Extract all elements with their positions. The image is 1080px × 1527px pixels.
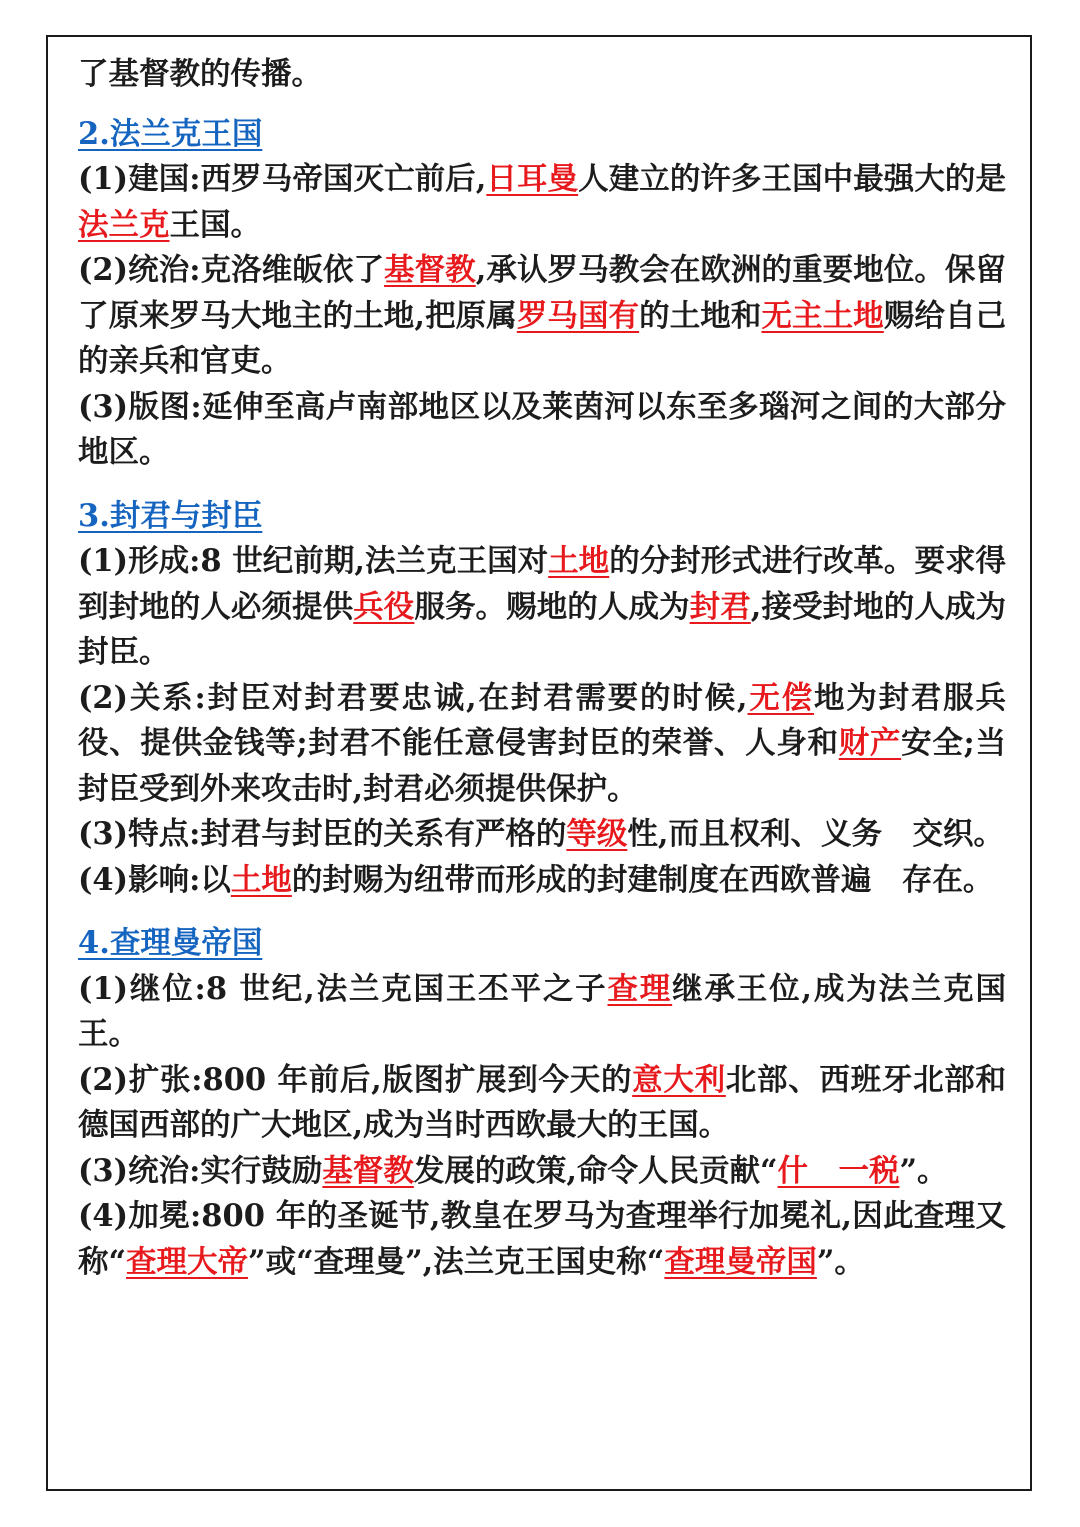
text-run: 性,而且权利、义务 交织。 [627,816,1004,852]
key-term: 封君 [689,588,751,625]
key-term: 罗马国有 [516,297,640,334]
key-term: 无偿 [747,679,814,716]
text-run: (2)统治:克洛维皈依了 [78,252,385,288]
key-term: 等级 [566,816,628,852]
key-term: 基督教 [322,1152,414,1189]
text-run: 地为封君服兵役、提供金钱等;封君不能任意侵害封臣的荣誉、人身和 [78,679,1006,761]
text-run: ”。 [899,1152,948,1189]
text-run: (3)特点:封君与封臣的关系有严格的 [78,816,567,852]
paragraph [78,858,1006,904]
text-run: 发展的政策,命令人民贡献“ [413,1152,778,1189]
text-run: ,承认罗马教会在欧洲的重要地位。保留了原来罗马大地主的土地,把原属 [78,252,1007,334]
text-run: (1)建国:西罗马帝国灭亡前后, [78,161,487,197]
paragraph [78,1058,1006,1149]
text-run: (2)扩张:800 年前后,版图扩展到今天的 [78,1061,633,1098]
key-term: 财产 [838,725,902,761]
key-term: 法兰克 [78,206,170,243]
text-run: 的分封形式进行改革。要求得到封地的人必须提供 [78,543,1007,625]
key-term: 查理曼帝国 [664,1243,817,1280]
key-term: 无主土地 [761,297,884,334]
text-run: 继承王位,成为法兰克国王。 [78,970,1006,1052]
section-heading: 4.查理曼帝国 [78,925,263,961]
text-run: 人建立的许多王国中最强大的是 [578,161,1007,197]
section [78,907,1006,1285]
text-run: (3)统治:实行鼓励 [78,1152,323,1189]
key-term: 查理 [607,970,673,1007]
key-term: 日耳曼 [486,161,579,197]
paragraph [78,967,1006,1058]
key-term: 意大利 [632,1061,726,1098]
text-run: 赐给自己的亲兵和官吏。 [78,297,1007,379]
intro-text: 了基督教的传播。 [78,56,322,92]
text-run: 北部、西班牙北部和德国西部的广大地区,成为当时西欧最大的王国。 [78,1061,1007,1143]
section-heading: 2.法兰克王国 [78,115,263,152]
paragraph [78,539,1006,676]
key-term: 查理大帝 [126,1243,249,1280]
text-run: 的土地和 [639,297,762,334]
section-heading: 3.封君与封臣 [78,497,263,534]
section [78,98,1006,476]
paragraph [78,1194,1006,1285]
text-run: ”或“查理曼”,法兰克王国史称“ [248,1243,665,1280]
paragraph [78,812,1006,858]
section [78,480,1006,904]
paragraph [78,248,1006,385]
key-term: 土地 [230,861,292,898]
document-body [78,52,1006,1289]
paragraph [78,676,1006,813]
text-run: 王国。 [169,206,261,243]
key-term: 兵役 [353,588,415,625]
text-run: ”。 [816,1243,865,1280]
key-term: 基督教 [384,252,476,288]
text-run: (2)关系:封臣对封君要忠诚,在封君需要的时候, [78,679,748,716]
text-run: (4)加冕:800 年的圣诞节,教皇在罗马为查理举行加冕礼,因此查理又称“ [78,1198,1006,1280]
paragraph [78,1149,1006,1195]
text-run: ,接受封地的人成为封臣。 [78,588,1007,670]
text-run: 服务。赐地的人成为 [414,588,690,625]
key-term: 土地 [548,543,610,579]
text-run: (3)版图:延伸至高卢南部地区以及莱茵河以东至多瑙河之间的大部分地区。 [78,388,1006,470]
paragraph [78,385,1006,476]
text-run: (1)形成:8 世纪前期,法兰克王国对 [78,543,549,579]
text-run: (4)影响:以 [78,861,231,898]
paragraph [78,157,1006,248]
key-term: 什 一税 [777,1152,900,1189]
text-run: 安全;当封臣受到外来攻击时,封君必须提供保护。 [78,725,1006,807]
text-run: (1)继位:8 世纪,法兰克国王丕平之子 [78,970,608,1007]
text-run: 的封赐为纽带而形成的封建制度在西欧普遍 存在。 [291,861,994,898]
